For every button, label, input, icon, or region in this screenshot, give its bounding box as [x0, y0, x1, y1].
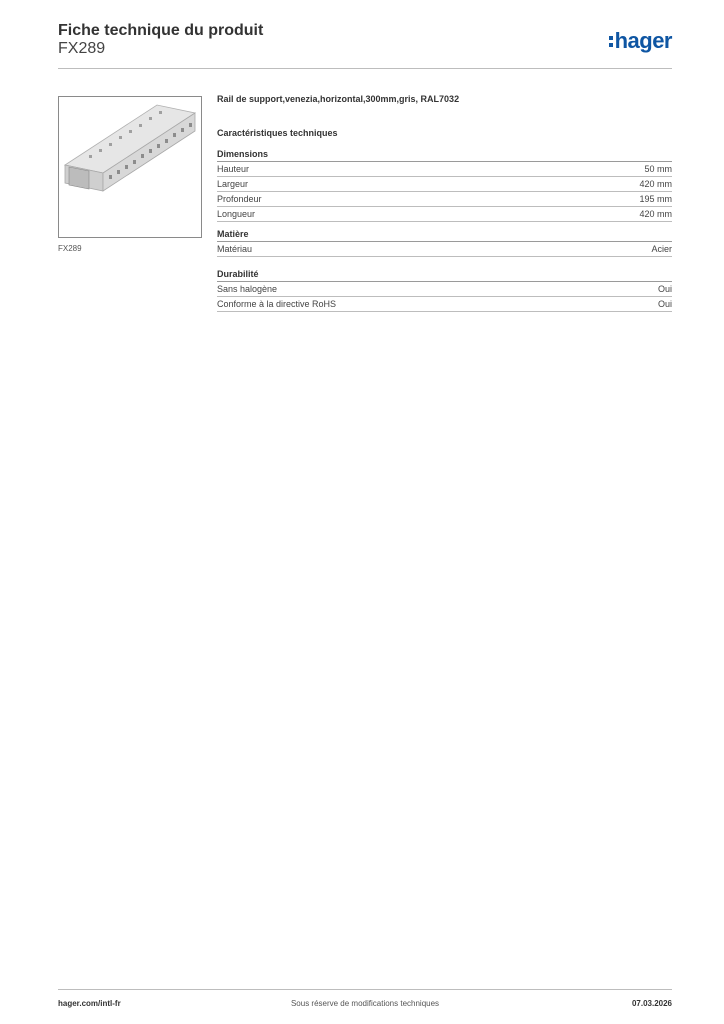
page-header — [58, 20, 672, 69]
spec-content — [217, 94, 672, 312]
spec-value: 195 mm — [639, 194, 672, 204]
spec-group-material — [217, 228, 672, 257]
product-image — [58, 96, 202, 238]
spec-label: Sans halogène — [217, 284, 278, 294]
spec-row — [217, 162, 672, 177]
page-footer — [58, 989, 672, 1014]
spec-value: 420 mm — [639, 209, 672, 219]
rail-product-photo-icon — [59, 97, 201, 237]
group-title: Durabilité — [217, 268, 672, 282]
footer-notice: Sous réserve de modifications techniques — [290, 999, 440, 1008]
spec-label: Conforme à la directive RoHS — [217, 299, 337, 309]
footer-date: 07.03.2026 — [631, 999, 672, 1008]
spec-label: Longueur — [217, 209, 256, 219]
group-title: Matière — [217, 228, 672, 242]
spec-label: Hauteur — [217, 164, 250, 174]
spec-row — [217, 207, 672, 222]
spec-label: Largeur — [217, 179, 249, 189]
spec-value: Oui — [657, 284, 672, 294]
footer-website-link[interactable]: hager.com/intl-fr — [58, 999, 121, 1008]
image-caption: FX289 — [58, 244, 82, 253]
spec-label: Profondeur — [217, 194, 262, 204]
hager-logo — [609, 26, 672, 56]
spec-row — [217, 192, 672, 207]
spec-value: 420 mm — [639, 179, 672, 189]
spec-row — [217, 177, 672, 192]
document-title: Fiche technique du produit — [58, 22, 264, 39]
spec-value: Acier — [651, 244, 672, 254]
spec-row — [217, 297, 672, 312]
logo-text: hager — [614, 28, 672, 53]
product-reference: FX289 — [58, 40, 106, 57]
spec-row — [217, 282, 672, 297]
spec-value: 50 mm — [644, 164, 672, 174]
logo-colon-icon — [609, 36, 613, 47]
specs-section-title: Caractéristiques techniques — [217, 128, 338, 138]
product-description: Rail de support,venezia,horizontal,300mm,gris, RAL7032 — [217, 94, 460, 104]
spec-group-durability — [217, 268, 672, 312]
spec-row — [217, 242, 672, 257]
spec-value: Oui — [657, 299, 672, 309]
spec-label: Matériau — [217, 244, 253, 254]
spec-group-dimensions — [217, 148, 672, 222]
group-title: Dimensions — [217, 148, 672, 162]
